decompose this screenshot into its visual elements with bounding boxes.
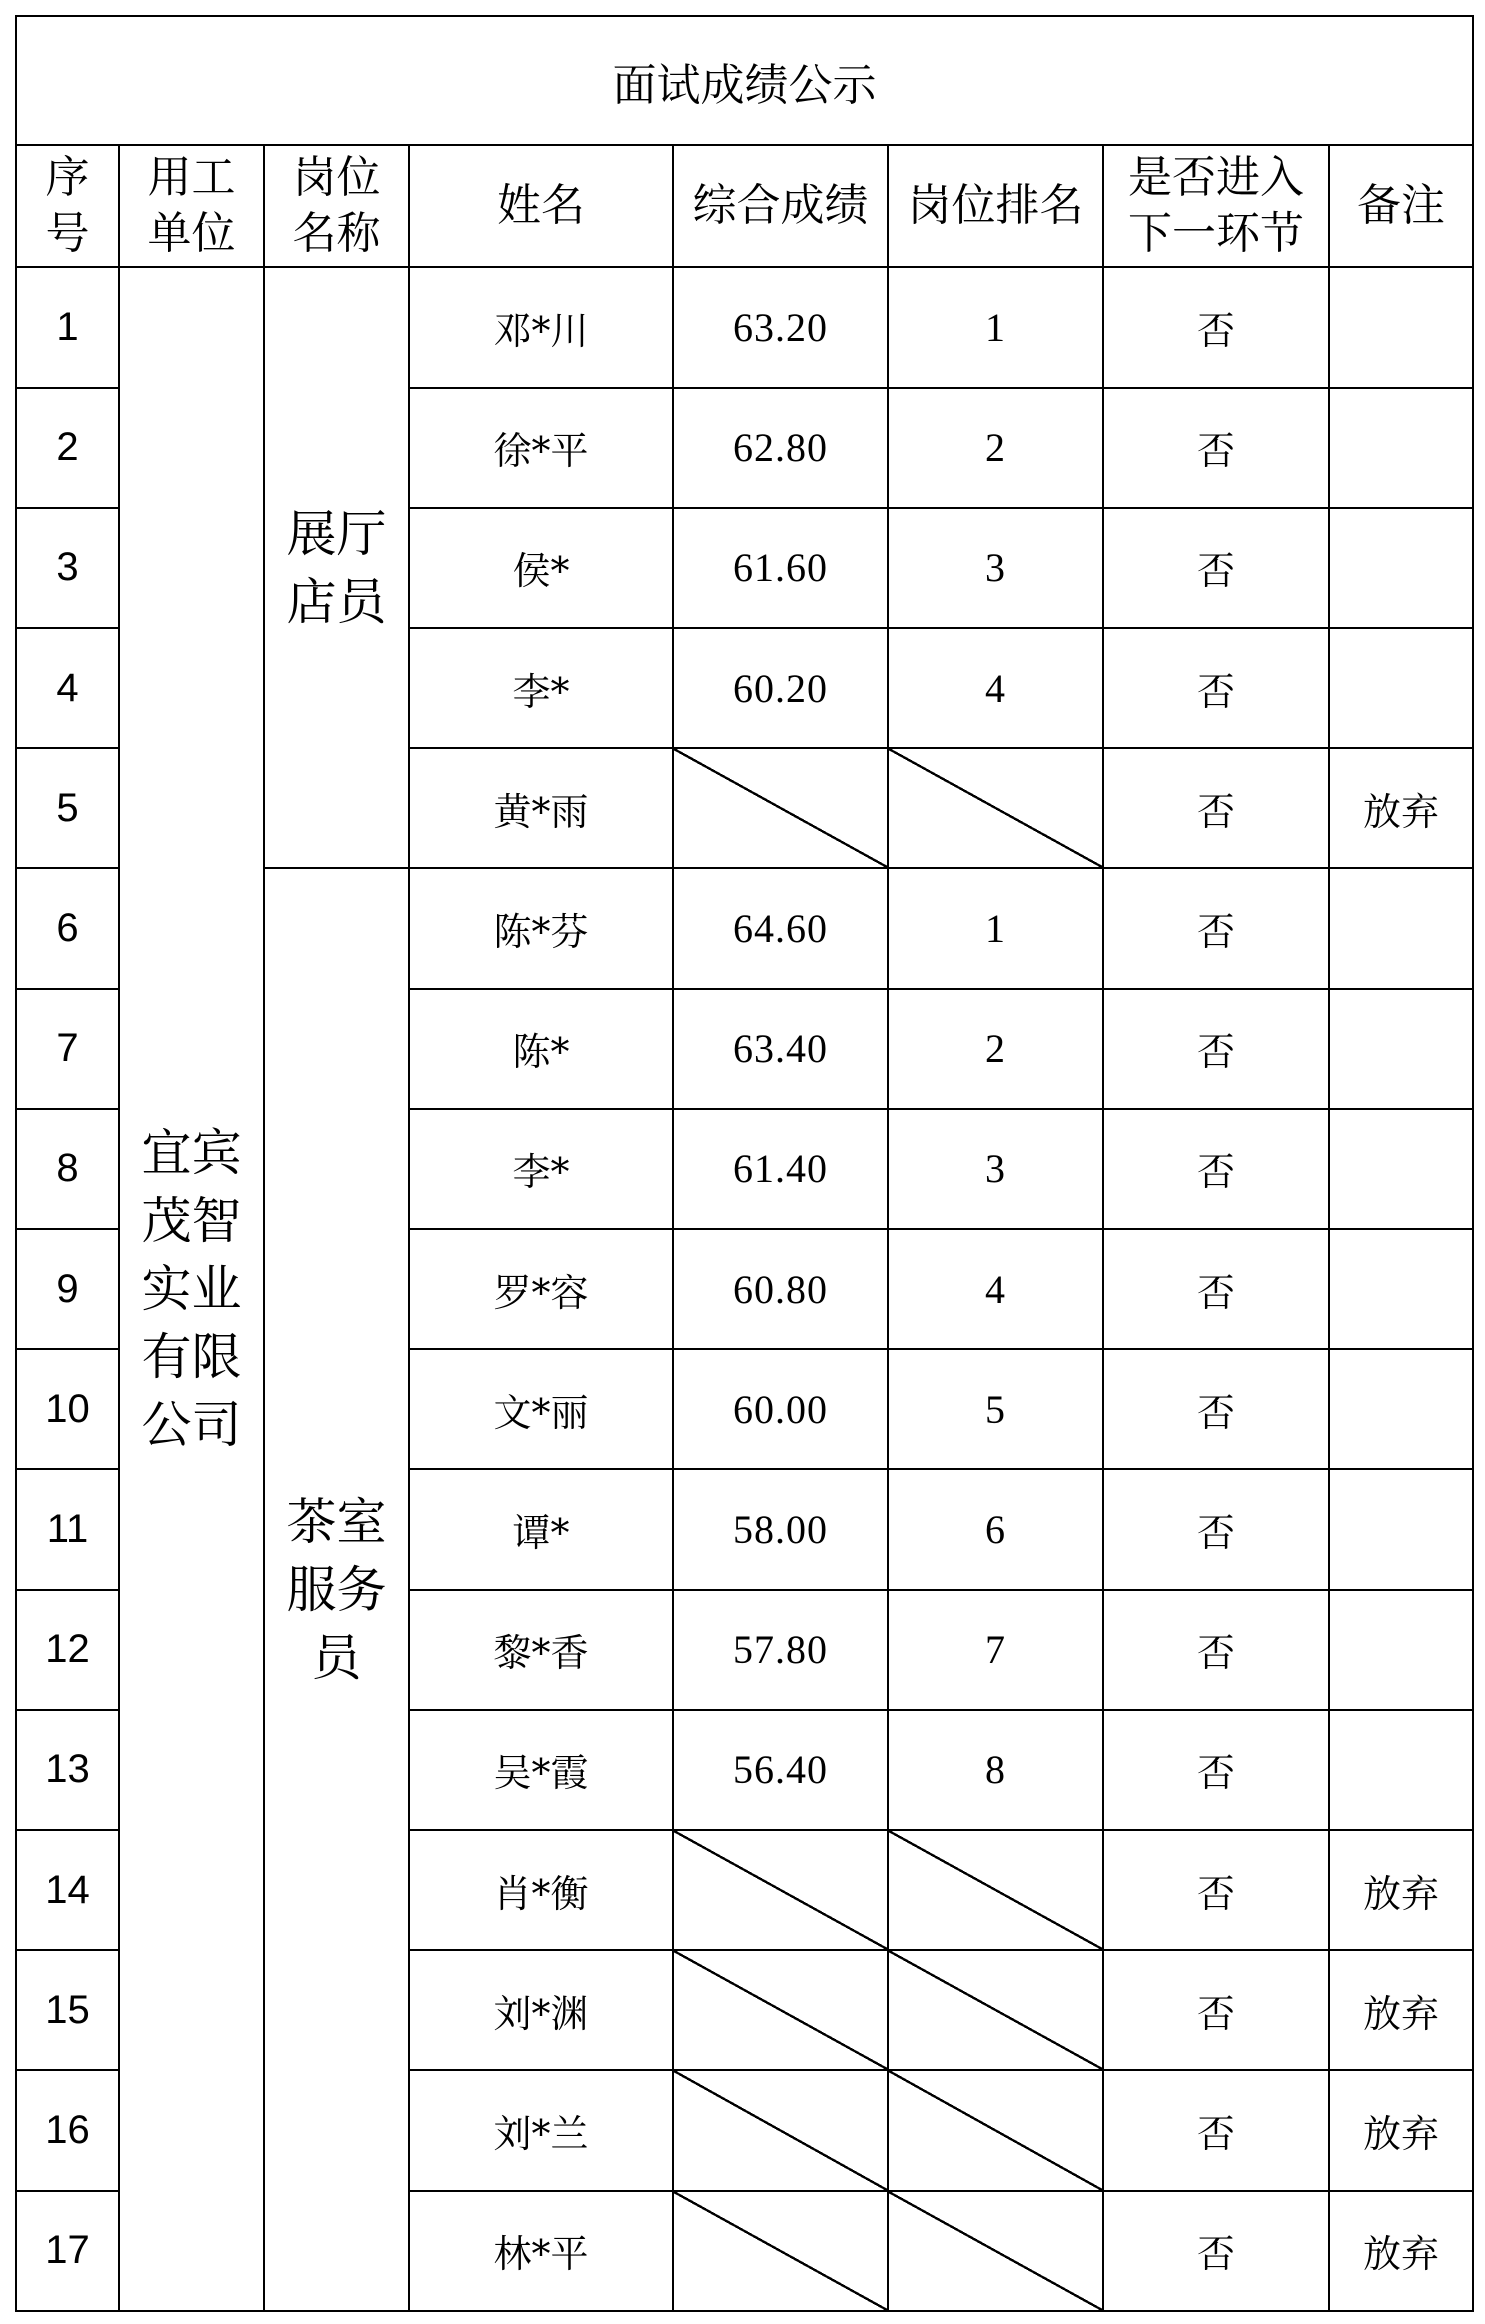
- cell-remark: [1329, 1710, 1473, 1830]
- cell-line: 宜宾: [141, 1124, 242, 1183]
- cell-remark: [1329, 628, 1473, 748]
- cell-rank: 4: [888, 628, 1103, 748]
- cell-seq: 8: [16, 1109, 119, 1229]
- cell-rank: 6: [888, 1469, 1103, 1589]
- cell-name: 罗*容: [409, 1229, 673, 1349]
- cell-seq: 10: [16, 1349, 119, 1469]
- cell-advance: 否: [1103, 628, 1329, 748]
- cell-line: 店员: [286, 572, 387, 631]
- cell-remark: [1329, 388, 1473, 508]
- cell-score: 63.40: [673, 989, 888, 1109]
- cell-name: 文*丽: [409, 1349, 673, 1469]
- cell-score: 61.40: [673, 1109, 888, 1229]
- cell-score: 60.00: [673, 1349, 888, 1469]
- cell-line: 公司: [141, 1396, 242, 1455]
- cell-remark: [1329, 1590, 1473, 1710]
- cell-advance: 否: [1103, 2070, 1329, 2190]
- cell-remark: [1329, 1349, 1473, 1469]
- cell-remark: [1329, 267, 1473, 387]
- cell-advance: 否: [1103, 989, 1329, 1109]
- header-name: 姓名: [409, 145, 673, 267]
- cell-remark: [1329, 1229, 1473, 1349]
- cell-seq: 3: [16, 508, 119, 628]
- header-employer: 用工 单位: [119, 145, 264, 267]
- cell-remark: [1329, 868, 1473, 988]
- header-position: 岗位 名称: [264, 145, 409, 267]
- cell-line: 服务: [286, 1560, 387, 1619]
- cell-rank: 7: [888, 1590, 1103, 1710]
- cell-seq: 1: [16, 267, 119, 387]
- cell-seq: 5: [16, 748, 119, 868]
- cell-score: 61.60: [673, 508, 888, 628]
- cell-name: 刘*渊: [409, 1950, 673, 2070]
- cell-name: 黎*香: [409, 1590, 673, 1710]
- cell-seq: 16: [16, 2070, 119, 2190]
- cell-advance: 否: [1103, 1590, 1329, 1710]
- cell-advance: 否: [1103, 1109, 1329, 1229]
- cell-score: 62.80: [673, 388, 888, 508]
- header-seq: 序 号: [16, 145, 119, 267]
- cell-remark: 放弃: [1329, 2191, 1473, 2311]
- header-rank: 岗位排名: [888, 145, 1103, 267]
- cell-employer: [119, 267, 264, 2311]
- cell-seq: 6: [16, 868, 119, 988]
- cell-rank: [888, 2070, 1103, 2190]
- cell-name: 刘*兰: [409, 2070, 673, 2190]
- cell-name: 吴*霞: [409, 1710, 673, 1830]
- cell-score: 56.40: [673, 1710, 888, 1830]
- cell-rank: 3: [888, 1109, 1103, 1229]
- cell-name: 林*平: [409, 2191, 673, 2311]
- cell-seq: 7: [16, 989, 119, 1109]
- cell-seq: 13: [16, 1710, 119, 1830]
- cell-rank: 4: [888, 1229, 1103, 1349]
- cell-remark: [1329, 1109, 1473, 1229]
- cell-score: 63.20: [673, 267, 888, 387]
- cell-seq: 2: [16, 388, 119, 508]
- cell-remark: [1329, 508, 1473, 628]
- header-advance: 是否进入 下一环节: [1103, 145, 1329, 267]
- cell-seq: 14: [16, 1830, 119, 1950]
- cell-name: 徐*平: [409, 388, 673, 508]
- table-row: [16, 267, 1473, 387]
- cell-advance: 否: [1103, 388, 1329, 508]
- cell-seq: 11: [16, 1469, 119, 1589]
- cell-line: 茂智: [141, 1192, 242, 1251]
- cell-name: 黄*雨: [409, 748, 673, 868]
- cell-advance: 否: [1103, 1710, 1329, 1830]
- cell-position: [264, 868, 409, 2311]
- cell-rank: 3: [888, 508, 1103, 628]
- score-table: [15, 15, 1474, 2312]
- cell-position: [264, 267, 409, 868]
- cell-score: 58.00: [673, 1469, 888, 1589]
- cell-advance: 否: [1103, 1830, 1329, 1950]
- cell-line: 展厅: [286, 504, 387, 563]
- cell-advance: 否: [1103, 748, 1329, 868]
- cell-name: 侯*: [409, 508, 673, 628]
- cell-rank: 1: [888, 868, 1103, 988]
- cell-name: 李*: [409, 1109, 673, 1229]
- cell-score: [673, 2070, 888, 2190]
- header-remark: 备注: [1329, 145, 1473, 267]
- cell-name: 陈*: [409, 989, 673, 1109]
- cell-rank: [888, 1830, 1103, 1950]
- cell-seq: 17: [16, 2191, 119, 2311]
- cell-advance: 否: [1103, 868, 1329, 988]
- cell-line: 员: [311, 1628, 362, 1687]
- cell-name: 李*: [409, 628, 673, 748]
- cell-remark: 放弃: [1329, 1830, 1473, 1950]
- cell-remark: [1329, 1469, 1473, 1589]
- cell-remark: 放弃: [1329, 2070, 1473, 2190]
- table-title: 面试成绩公示: [16, 16, 1473, 145]
- cell-advance: 否: [1103, 2191, 1329, 2311]
- cell-line: 茶室: [286, 1492, 387, 1551]
- cell-seq: 9: [16, 1229, 119, 1349]
- cell-seq: 15: [16, 1950, 119, 2070]
- cell-name: 陈*芬: [409, 868, 673, 988]
- cell-seq: 12: [16, 1590, 119, 1710]
- cell-rank: 5: [888, 1349, 1103, 1469]
- cell-remark: [1329, 989, 1473, 1109]
- header-score: 综合成绩: [673, 145, 888, 267]
- cell-advance: 否: [1103, 1349, 1329, 1469]
- cell-score: 60.80: [673, 1229, 888, 1349]
- cell-name: 邓*川: [409, 267, 673, 387]
- cell-line: 有限: [141, 1328, 242, 1387]
- cell-score: 60.20: [673, 628, 888, 748]
- cell-rank: 2: [888, 989, 1103, 1109]
- header-row: [16, 145, 1473, 267]
- cell-rank: 1: [888, 267, 1103, 387]
- cell-score: 64.60: [673, 868, 888, 988]
- cell-rank: 2: [888, 388, 1103, 508]
- cell-advance: 否: [1103, 1469, 1329, 1589]
- cell-line: 实业: [141, 1260, 242, 1319]
- cell-score: [673, 1950, 888, 2070]
- cell-advance: 否: [1103, 267, 1329, 387]
- cell-advance: 否: [1103, 1229, 1329, 1349]
- cell-rank: [888, 2191, 1103, 2311]
- cell-name: 肖*衡: [409, 1830, 673, 1950]
- cell-rank: [888, 748, 1103, 868]
- cell-score: [673, 2191, 888, 2311]
- cell-seq: 4: [16, 628, 119, 748]
- cell-rank: 8: [888, 1710, 1103, 1830]
- cell-score: 57.80: [673, 1590, 888, 1710]
- cell-remark: 放弃: [1329, 748, 1473, 868]
- cell-name: 谭*: [409, 1469, 673, 1589]
- cell-advance: 否: [1103, 508, 1329, 628]
- cell-advance: 否: [1103, 1950, 1329, 2070]
- cell-score: [673, 1830, 888, 1950]
- cell-rank: [888, 1950, 1103, 2070]
- cell-score: [673, 748, 888, 868]
- cell-remark: 放弃: [1329, 1950, 1473, 2070]
